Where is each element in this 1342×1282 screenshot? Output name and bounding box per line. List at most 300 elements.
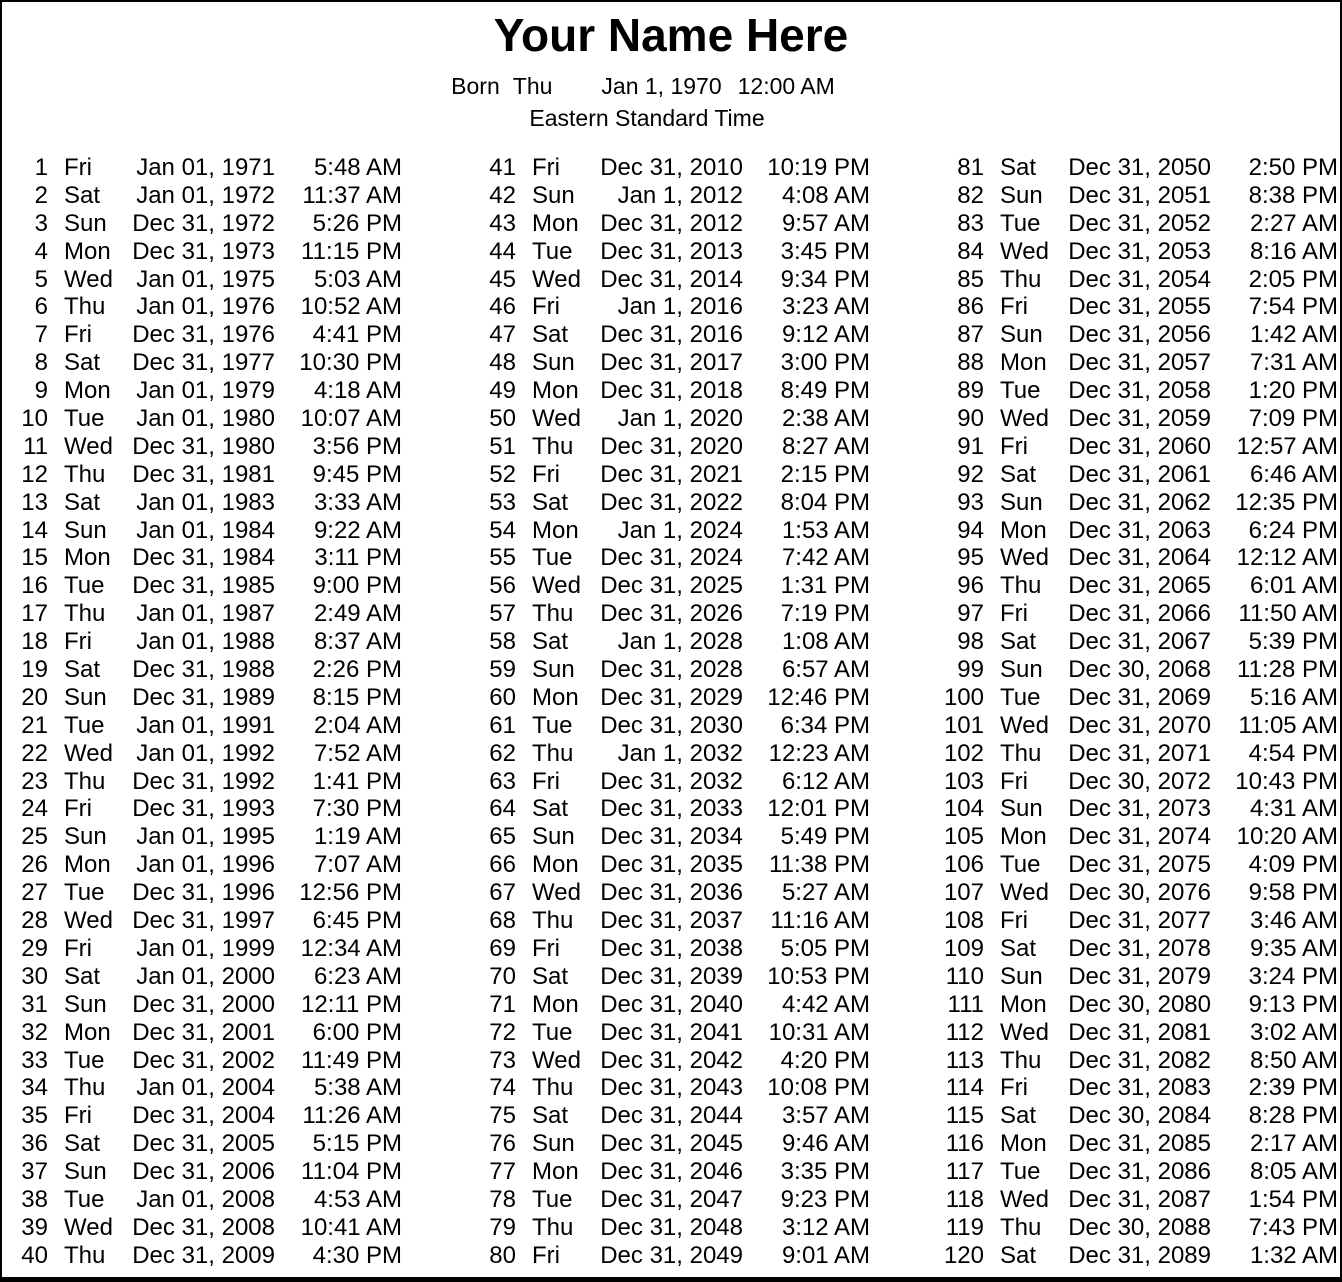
row-date: Dec 31, 2043 — [600, 1074, 743, 1102]
table-row — [4, 154, 402, 182]
row-number: 79 — [489, 1213, 516, 1241]
row-weekday: Tue — [64, 711, 105, 739]
table-row — [472, 768, 870, 796]
table-row — [940, 795, 1338, 823]
row-number: 46 — [489, 293, 516, 321]
row-weekday: Wed — [532, 405, 581, 433]
row-time: 10:20 AM — [1236, 823, 1338, 851]
row-weekday: Mon — [64, 1018, 111, 1046]
row-number: 21 — [21, 711, 48, 739]
timezone-label: Eastern Standard Time — [529, 105, 765, 131]
row-weekday: Sat — [532, 321, 569, 349]
table-row — [940, 879, 1338, 907]
row-time: 5:39 PM — [1248, 628, 1338, 656]
row-time: 9:01 AM — [781, 1241, 870, 1269]
row-time: 11:50 AM — [1238, 600, 1338, 628]
row-number: 24 — [21, 795, 48, 823]
row-weekday: Thu — [532, 600, 574, 628]
row-weekday: Tue — [64, 572, 105, 600]
row-date: Jan 01, 1972 — [136, 181, 275, 209]
row-date: Dec 31, 2035 — [600, 851, 743, 879]
row-weekday: Wed — [64, 739, 113, 767]
row-time: 9:46 AM — [781, 1130, 870, 1158]
page-title: Your Name Here — [493, 9, 849, 61]
row-time: 3:35 PM — [780, 1158, 870, 1186]
row-time: 10:30 PM — [299, 349, 402, 377]
row-time: 3:24 PM — [1248, 962, 1338, 990]
row-time: 5:03 AM — [313, 265, 402, 293]
row-number: 42 — [489, 181, 516, 209]
row-date: Jan 1, 2020 — [617, 405, 743, 433]
row-date: Dec 31, 2053 — [1068, 237, 1211, 265]
table-row — [472, 489, 870, 517]
row-number: 77 — [489, 1158, 516, 1186]
table-row — [472, 600, 870, 628]
table-row — [940, 1047, 1338, 1075]
row-time: 11:15 PM — [301, 237, 402, 265]
table-row — [472, 795, 870, 823]
row-weekday: Sat — [532, 795, 569, 823]
row-weekday: Tue — [532, 237, 573, 265]
row-time: 7:30 PM — [312, 795, 402, 823]
row-number: 115 — [945, 1102, 984, 1130]
row-weekday: Mon — [64, 237, 111, 265]
row-time: 6:34 PM — [780, 711, 870, 739]
row-weekday: Sat — [64, 962, 101, 990]
row-weekday: Sun — [1000, 962, 1043, 990]
row-weekday: Mon — [532, 851, 579, 879]
table-row — [472, 544, 870, 572]
row-time: 9:57 AM — [781, 209, 870, 237]
table-row — [4, 433, 402, 461]
row-weekday: Mon — [532, 1158, 579, 1186]
row-time: 11:16 AM — [770, 907, 870, 935]
row-time: 5:15 PM — [312, 1130, 402, 1158]
row-weekday: Sat — [1000, 934, 1037, 962]
row-number: 49 — [489, 377, 516, 405]
row-time: 8:27 AM — [781, 432, 870, 460]
row-time: 3:11 PM — [314, 544, 402, 572]
row-number: 94 — [957, 516, 984, 544]
row-time: 1:19 AM — [313, 823, 402, 851]
row-weekday: Sat — [532, 962, 569, 990]
row-number: 48 — [489, 349, 516, 377]
row-weekday: Sun — [1000, 181, 1043, 209]
row-weekday: Fri — [64, 321, 92, 349]
row-weekday: Tue — [532, 1185, 573, 1213]
row-weekday: Thu — [1000, 1046, 1042, 1074]
row-number: 2 — [34, 181, 48, 209]
row-number: 35 — [21, 1102, 48, 1130]
row-number: 71 — [489, 990, 516, 1018]
row-number: 30 — [21, 962, 48, 990]
row-number: 57 — [489, 600, 516, 628]
row-time: 1:20 PM — [1248, 377, 1338, 405]
row-number: 92 — [957, 460, 984, 488]
row-date: Jan 01, 1983 — [136, 488, 275, 516]
table-row — [940, 628, 1338, 656]
row-time: 10:31 AM — [768, 1018, 870, 1046]
table-row — [4, 712, 402, 740]
row-weekday: Tue — [1000, 209, 1041, 237]
row-time: 10:19 PM — [767, 154, 870, 181]
row-date: Jan 01, 1999 — [136, 934, 275, 962]
row-time: 5:26 PM — [312, 209, 402, 237]
row-weekday: Sun — [532, 349, 575, 377]
row-time: 12:34 AM — [300, 934, 402, 962]
row-number: 33 — [21, 1046, 48, 1074]
row-time: 1:32 AM — [1249, 1241, 1338, 1269]
born-weekday: Thu — [512, 73, 553, 99]
row-time: 9:34 PM — [780, 265, 870, 293]
row-weekday: Fri — [1000, 907, 1028, 935]
row-number: 60 — [489, 683, 516, 711]
row-weekday: Thu — [1000, 739, 1042, 767]
table-row — [472, 266, 870, 294]
row-time: 12:35 PM — [1235, 488, 1338, 516]
table-row — [472, 461, 870, 489]
row-weekday: Tue — [1000, 683, 1041, 711]
row-number: 20 — [21, 683, 48, 711]
row-time: 10:43 PM — [1235, 767, 1338, 795]
row-number: 69 — [489, 934, 516, 962]
row-date: Dec 31, 2036 — [600, 879, 743, 907]
row-date: Dec 31, 2018 — [600, 377, 743, 405]
row-number: 65 — [489, 823, 516, 851]
row-time: 9:22 AM — [313, 516, 402, 544]
row-weekday: Thu — [1000, 1213, 1042, 1241]
table-row — [4, 1242, 402, 1270]
row-number: 97 — [957, 600, 984, 628]
table-row — [4, 461, 402, 489]
row-date: Dec 31, 2025 — [600, 572, 743, 600]
row-number: 14 — [21, 516, 48, 544]
row-time: 3:02 AM — [1249, 1018, 1338, 1046]
row-date: Dec 31, 2086 — [1068, 1158, 1211, 1186]
row-time: 12:46 PM — [767, 683, 870, 711]
table-row — [4, 517, 402, 545]
table-row — [940, 1102, 1338, 1130]
row-weekday: Wed — [1000, 405, 1049, 433]
row-weekday: Sat — [532, 488, 569, 516]
row-date: Dec 31, 2056 — [1068, 321, 1211, 349]
row-time: 5:38 AM — [313, 1074, 402, 1102]
born-label: Born — [451, 73, 500, 99]
row-weekday: Thu — [532, 1074, 574, 1102]
row-date: Dec 31, 2004 — [132, 1102, 275, 1130]
row-number: 52 — [489, 460, 516, 488]
row-date: Dec 31, 2061 — [1068, 460, 1211, 488]
table-row — [4, 377, 402, 405]
row-weekday: Mon — [532, 209, 579, 237]
row-time: 2:15 PM — [780, 460, 870, 488]
row-date: Dec 31, 2001 — [132, 1018, 275, 1046]
row-date: Dec 30, 2076 — [1068, 879, 1211, 907]
row-number: 98 — [957, 628, 984, 656]
row-number: 109 — [943, 934, 984, 962]
table-row — [940, 823, 1338, 851]
table-row — [472, 182, 870, 210]
row-weekday: Fri — [1000, 767, 1028, 795]
row-time: 4:41 PM — [312, 321, 402, 349]
row-date: Dec 31, 2034 — [600, 823, 743, 851]
row-date: Dec 30, 2088 — [1068, 1213, 1211, 1241]
row-time: 5:48 AM — [313, 154, 402, 181]
row-number: 119 — [945, 1213, 984, 1241]
row-time: 6:00 PM — [312, 1018, 402, 1046]
table-row — [4, 740, 402, 768]
table-column — [940, 154, 1338, 1270]
row-weekday: Thu — [532, 739, 574, 767]
row-number: 78 — [489, 1185, 516, 1213]
row-number: 93 — [957, 488, 984, 516]
row-weekday: Fri — [532, 154, 560, 181]
table-row — [4, 1047, 402, 1075]
row-date: Dec 31, 2009 — [132, 1241, 275, 1269]
row-number: 22 — [21, 739, 48, 767]
row-number: 63 — [489, 767, 516, 795]
row-time: 7:31 AM — [1249, 349, 1338, 377]
row-number: 88 — [957, 349, 984, 377]
row-number: 106 — [943, 851, 984, 879]
row-weekday: Sun — [1000, 656, 1043, 684]
row-number: 84 — [957, 237, 984, 265]
row-number: 96 — [957, 572, 984, 600]
row-number: 3 — [34, 209, 48, 237]
table-row — [940, 210, 1338, 238]
row-date: Dec 31, 2059 — [1068, 405, 1211, 433]
row-number: 108 — [943, 907, 984, 935]
row-date: Dec 31, 2077 — [1068, 907, 1211, 935]
table-row — [4, 656, 402, 684]
row-time: 3:12 AM — [781, 1213, 870, 1241]
row-number: 43 — [489, 209, 516, 237]
row-date: Jan 01, 2008 — [136, 1185, 275, 1213]
table-row — [940, 1019, 1338, 1047]
table-row — [472, 907, 870, 935]
table-row — [940, 349, 1338, 377]
table-row — [940, 572, 1338, 600]
row-number: 91 — [957, 432, 984, 460]
row-time: 4:09 PM — [1248, 851, 1338, 879]
row-weekday: Tue — [1000, 377, 1041, 405]
row-time: 9:00 PM — [312, 572, 402, 600]
row-number: 68 — [489, 907, 516, 935]
row-date: Jan 01, 1979 — [136, 377, 275, 405]
row-weekday: Tue — [532, 544, 573, 572]
row-number: 47 — [489, 321, 516, 349]
row-weekday: Sun — [1000, 488, 1043, 516]
table-row — [4, 879, 402, 907]
row-number: 111 — [947, 990, 984, 1018]
row-weekday: Fri — [532, 293, 560, 321]
row-time: 3:23 AM — [781, 293, 870, 321]
row-date: Dec 31, 2067 — [1068, 628, 1211, 656]
row-weekday: Fri — [532, 1241, 560, 1269]
table-row — [472, 712, 870, 740]
table-row — [940, 1074, 1338, 1102]
row-time: 10:53 PM — [767, 962, 870, 990]
table-row — [472, 517, 870, 545]
row-date: Dec 31, 1989 — [132, 683, 275, 711]
row-date: Dec 31, 2052 — [1068, 209, 1211, 237]
row-number: 18 — [21, 628, 48, 656]
row-date: Dec 31, 2064 — [1068, 544, 1211, 572]
row-number: 107 — [943, 879, 984, 907]
row-date: Dec 31, 2057 — [1068, 349, 1211, 377]
row-date: Dec 31, 2048 — [600, 1213, 743, 1241]
table-row — [4, 266, 402, 294]
row-time: 4:54 PM — [1248, 739, 1338, 767]
row-date: Dec 31, 1984 — [132, 544, 275, 572]
row-weekday: Sun — [1000, 321, 1043, 349]
row-date: Jan 01, 1976 — [136, 293, 275, 321]
row-time: 6:46 AM — [1249, 460, 1338, 488]
table-row — [472, 1186, 870, 1214]
row-date: Dec 31, 2042 — [600, 1046, 743, 1074]
row-date: Dec 31, 2089 — [1068, 1241, 1211, 1269]
table-row — [4, 544, 402, 572]
row-time: 1:41 PM — [312, 767, 402, 795]
row-number: 120 — [943, 1241, 984, 1269]
row-number: 41 — [489, 154, 516, 181]
row-number: 27 — [21, 879, 48, 907]
row-weekday: Sun — [64, 209, 107, 237]
row-date: Dec 31, 2069 — [1068, 683, 1211, 711]
row-number: 17 — [21, 600, 48, 628]
row-time: 12:23 AM — [768, 739, 870, 767]
row-date: Jan 01, 1992 — [136, 739, 275, 767]
row-date: Dec 31, 2044 — [600, 1102, 743, 1130]
row-date: Dec 30, 2072 — [1068, 767, 1211, 795]
row-number: 118 — [945, 1185, 984, 1213]
row-time: 12:57 AM — [1236, 432, 1338, 460]
row-number: 58 — [489, 628, 516, 656]
row-date: Dec 31, 2070 — [1068, 711, 1211, 739]
row-date: Dec 31, 2085 — [1068, 1130, 1211, 1158]
table-row — [940, 1214, 1338, 1242]
row-weekday: Sun — [64, 516, 107, 544]
row-date: Dec 31, 2065 — [1068, 572, 1211, 600]
row-weekday: Sun — [64, 990, 107, 1018]
table-row — [472, 1242, 870, 1270]
row-time: 10:41 AM — [300, 1213, 402, 1241]
row-time: 10:08 PM — [767, 1074, 870, 1102]
row-number: 72 — [489, 1018, 516, 1046]
row-date: Dec 31, 2022 — [600, 488, 743, 516]
row-number: 6 — [34, 293, 48, 321]
table-row — [4, 935, 402, 963]
row-weekday: Fri — [64, 795, 92, 823]
row-number: 32 — [21, 1018, 48, 1046]
row-weekday: Mon — [1000, 990, 1047, 1018]
row-date: Dec 31, 2006 — [132, 1158, 275, 1186]
row-date: Dec 31, 2082 — [1068, 1046, 1211, 1074]
table-row — [472, 433, 870, 461]
row-date: Dec 31, 2033 — [600, 795, 743, 823]
row-number: 44 — [489, 237, 516, 265]
row-weekday: Mon — [532, 990, 579, 1018]
table-row — [940, 935, 1338, 963]
table-row — [4, 489, 402, 517]
table-row — [940, 433, 1338, 461]
table-row — [940, 1186, 1338, 1214]
row-date: Jan 1, 2016 — [617, 293, 743, 321]
row-number: 117 — [945, 1158, 984, 1186]
row-date: Dec 31, 2039 — [600, 962, 743, 990]
row-number: 9 — [34, 377, 48, 405]
row-time: 6:23 AM — [313, 962, 402, 990]
table-row — [4, 600, 402, 628]
row-date: Dec 31, 2029 — [600, 683, 743, 711]
row-time: 12:12 AM — [1236, 544, 1338, 572]
row-number: 16 — [21, 572, 48, 600]
row-number: 8 — [34, 349, 48, 377]
row-weekday: Thu — [64, 460, 106, 488]
row-weekday: Sun — [64, 683, 107, 711]
row-date: Dec 30, 2084 — [1068, 1102, 1211, 1130]
row-date: Dec 31, 2038 — [600, 934, 743, 962]
row-date: Dec 31, 2028 — [600, 656, 743, 684]
row-date: Dec 31, 1972 — [132, 209, 275, 237]
row-date: Dec 31, 2037 — [600, 907, 743, 935]
row-time: 8:15 PM — [312, 683, 402, 711]
row-number: 110 — [945, 962, 984, 990]
row-time: 7:54 PM — [1248, 293, 1338, 321]
row-weekday: Mon — [1000, 1130, 1047, 1158]
table-row — [940, 1242, 1338, 1270]
row-date: Dec 31, 2046 — [600, 1158, 743, 1186]
row-time: 1:54 PM — [1248, 1185, 1338, 1213]
row-date: Dec 31, 2024 — [600, 544, 743, 572]
row-time: 11:28 PM — [1237, 656, 1338, 684]
table-row — [940, 656, 1338, 684]
row-time: 11:38 PM — [769, 851, 870, 879]
table-row — [472, 405, 870, 433]
row-number: 89 — [957, 377, 984, 405]
row-date: Dec 31, 2074 — [1068, 823, 1211, 851]
row-time: 3:57 AM — [781, 1102, 870, 1130]
row-time: 9:45 PM — [312, 460, 402, 488]
row-number: 114 — [945, 1074, 984, 1102]
row-time: 6:01 AM — [1249, 572, 1338, 600]
row-weekday: Fri — [64, 154, 92, 181]
table-row — [472, 823, 870, 851]
row-number: 83 — [957, 209, 984, 237]
row-time: 2:17 AM — [1249, 1130, 1338, 1158]
table-row — [472, 377, 870, 405]
born-date: Jan 1, 1970 — [601, 73, 722, 99]
table-row — [472, 1102, 870, 1130]
row-date: Dec 31, 2030 — [600, 711, 743, 739]
row-time: 4:18 AM — [313, 377, 402, 405]
row-weekday: Sat — [64, 488, 101, 516]
table-row — [4, 1102, 402, 1130]
table-row — [940, 851, 1338, 879]
table-row — [940, 963, 1338, 991]
table-row — [940, 517, 1338, 545]
row-time: 2:38 AM — [781, 405, 870, 433]
table-column — [472, 154, 870, 1270]
row-weekday: Wed — [1000, 1018, 1049, 1046]
row-number: 39 — [21, 1213, 48, 1241]
table-row — [472, 293, 870, 321]
table-row — [940, 321, 1338, 349]
row-date: Dec 31, 2047 — [600, 1185, 743, 1213]
table-row — [4, 628, 402, 656]
row-time: 2:26 PM — [312, 656, 402, 684]
row-number: 11 — [23, 432, 48, 460]
